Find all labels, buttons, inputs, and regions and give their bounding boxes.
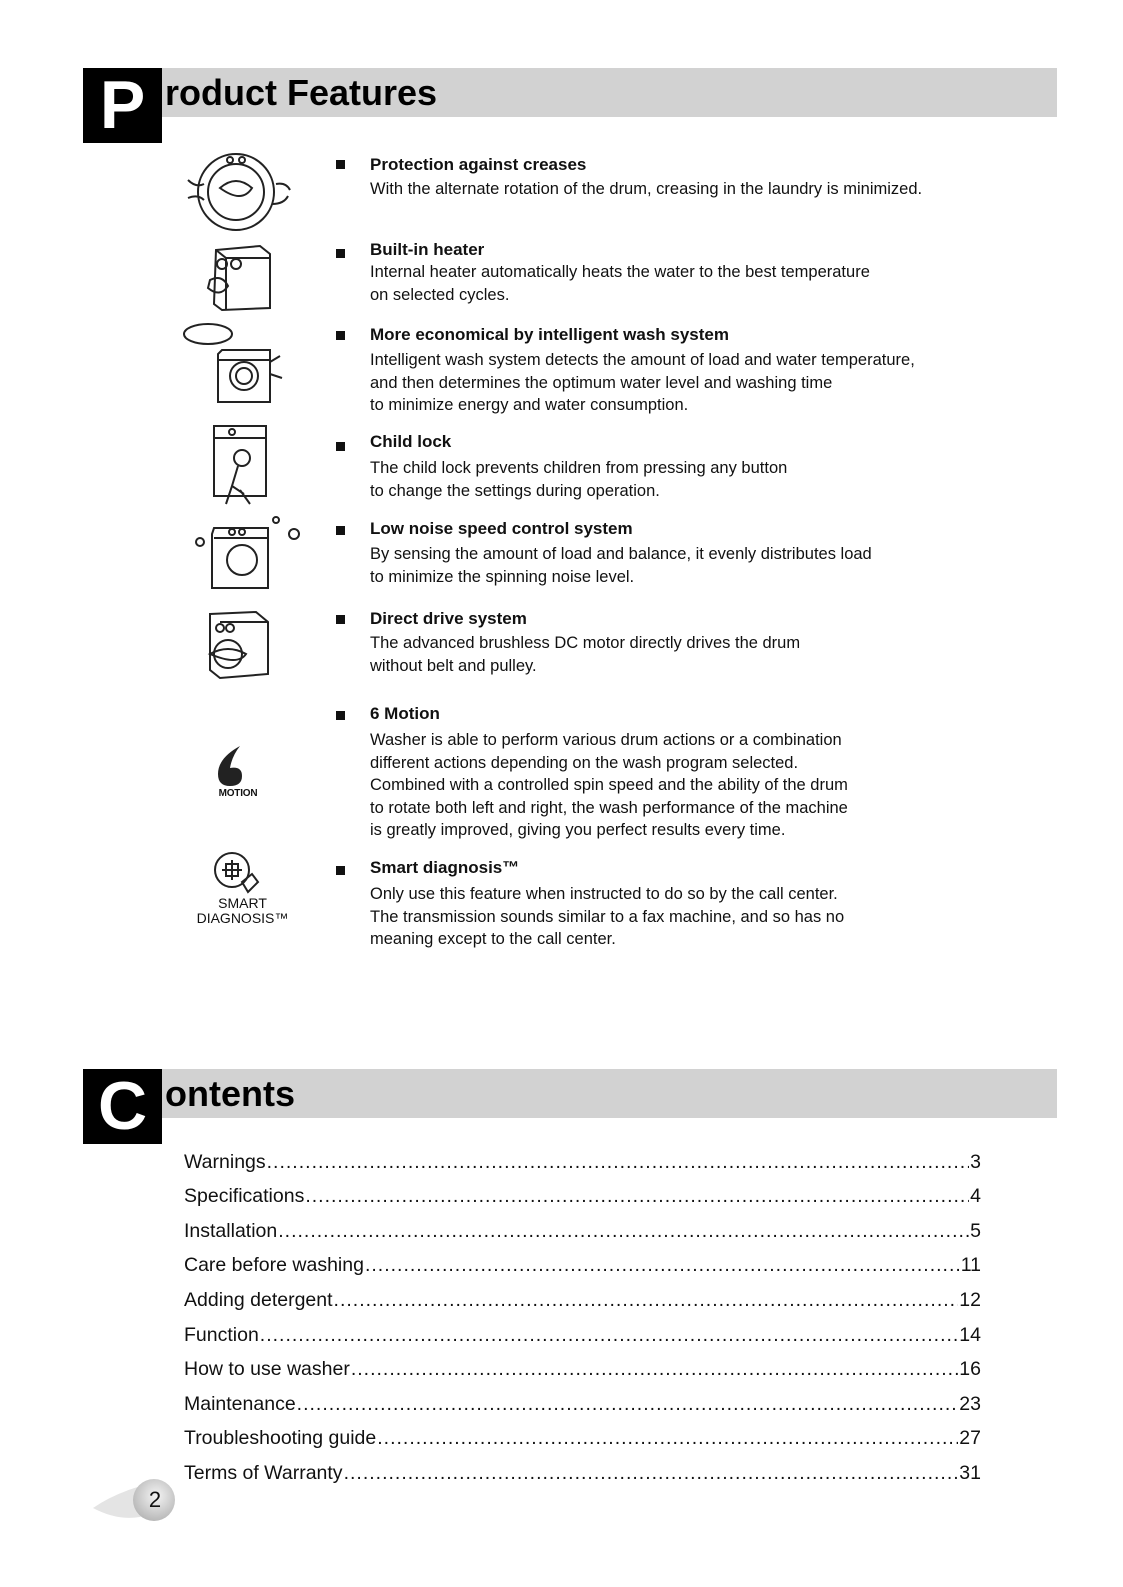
- toc-page: 3: [970, 1150, 981, 1173]
- motion-logo-text: MOTION: [218, 788, 258, 799]
- toc-page: 5: [970, 1219, 981, 1242]
- contents-header: [83, 1069, 1057, 1144]
- bullet-icon: [336, 160, 345, 169]
- toc-page: 12: [959, 1288, 981, 1311]
- toc-label: Adding detergent: [184, 1288, 333, 1311]
- feature-description: The child lock prevents children from pressing any button to change the settings during operation.: [370, 459, 788, 500]
- toc-page: 27: [959, 1427, 981, 1450]
- page-number-badge: [91, 1478, 177, 1526]
- smart-diagnosis-logo-icon: [180, 850, 295, 930]
- header-initial: P: [83, 68, 162, 143]
- bullet-icon: [336, 442, 345, 451]
- feature-description: Internal heater automatically heats the water to the best temperature on selected cycles.: [370, 263, 870, 304]
- bullet-icon: [336, 615, 345, 624]
- toc-page: 31: [959, 1461, 981, 1484]
- toc-entry[interactable]: [184, 1278, 981, 1313]
- toc-entry[interactable]: [184, 1175, 981, 1210]
- bullet-icon: [336, 331, 345, 340]
- toc-label: Function: [184, 1323, 259, 1346]
- toc-leader: [278, 1218, 969, 1244]
- toc-leader: [344, 1460, 959, 1486]
- header-title: roduct Features: [165, 72, 438, 113]
- child-lock-icon: [180, 420, 295, 520]
- feature-title: Child lock: [370, 432, 452, 451]
- feature-description: Washer is able to perform various drum actions or a combination different actions depending on the wash program selected. Combined with a controlled spin speed and the ability of the drum to rotate both left and right, the wash performance of the machine is greatly improved, giving you perfect results every time.: [370, 731, 848, 839]
- product-features-header: [83, 68, 1057, 143]
- toc-leader: [297, 1391, 959, 1417]
- toc-leader: [351, 1356, 958, 1382]
- smart-logo-line1: SMART: [218, 895, 267, 911]
- toc-label: Care before washing: [184, 1254, 364, 1277]
- bullet-icon: [336, 249, 345, 258]
- feature-title: Smart diagnosis™: [370, 858, 520, 877]
- toc-leader: [365, 1252, 960, 1278]
- feature-description: Only use this feature when instructed to do so by the call center. The transmission sounds similar to a fax machine, and so has no meaning except to the call center.: [370, 885, 845, 948]
- header-initial: C: [83, 1069, 162, 1144]
- toc-leader: [267, 1149, 970, 1175]
- toc-page: 16: [959, 1358, 981, 1381]
- toc-label: Specifications: [184, 1185, 305, 1208]
- bullet-icon: [336, 711, 345, 720]
- feature-title: Built-in heater: [370, 240, 485, 259]
- feature-title: Protection against creases: [370, 155, 587, 174]
- toc-entry[interactable]: [184, 1209, 981, 1244]
- toc-leader: [305, 1183, 969, 1209]
- feature-title: 6 Motion: [370, 704, 440, 723]
- feature-description: The advanced brushless DC motor directly drives the drum without belt and pulley.: [370, 634, 801, 675]
- feature-description: With the alternate rotation of the drum, creasing in the laundry is minimized.: [370, 180, 923, 198]
- toc-label: Maintenance: [184, 1392, 296, 1415]
- toc-label: Warnings: [184, 1150, 266, 1173]
- intelligent-washer-icon: [180, 322, 295, 422]
- feature-description: Intelligent wash system detects the amount of load and water temperature, and then determines the optimum water level and washing time to minimize energy and water consumption.: [370, 351, 915, 414]
- toc-page: 23: [959, 1392, 981, 1415]
- toc-label: How to use washer: [184, 1358, 350, 1381]
- toc-leader: [334, 1287, 959, 1313]
- toc-entry[interactable]: [184, 1451, 981, 1486]
- toc-label: Terms of Warranty: [184, 1461, 343, 1484]
- toc-page: 11: [960, 1254, 981, 1277]
- toc-leader: [260, 1322, 959, 1348]
- toc-page: 4: [970, 1185, 981, 1208]
- toc-entry[interactable]: [184, 1140, 981, 1175]
- feature-title: Low noise speed control system: [370, 519, 633, 538]
- toc-entry[interactable]: [184, 1313, 981, 1348]
- six-motion-logo-icon: [180, 742, 295, 802]
- toc-leader: [377, 1425, 958, 1451]
- toc-entry[interactable]: [184, 1348, 981, 1383]
- toc-entry[interactable]: [184, 1417, 981, 1452]
- table-of-contents: [184, 1140, 981, 1486]
- bullet-icon: [336, 866, 345, 875]
- bullet-icon: [336, 526, 345, 535]
- feature-title: More economical by intelligent wash system: [370, 325, 729, 344]
- toc-page: 14: [959, 1323, 981, 1346]
- direct-drive-washer-icon: [180, 606, 295, 706]
- smart-logo-line2: DIAGNOSIS™: [196, 910, 289, 926]
- toc-label: Installation: [184, 1219, 278, 1242]
- drum-washer-icon: [180, 148, 295, 248]
- toc-entry[interactable]: [184, 1382, 981, 1417]
- header-title: ontents: [165, 1073, 295, 1114]
- toc-entry[interactable]: [184, 1244, 981, 1279]
- feature-title: Direct drive system: [370, 609, 527, 628]
- feature-description: By sensing the amount of load and balance, it evenly distributes load to minimize the spinning noise level.: [370, 545, 872, 586]
- toc-label: Troubleshooting guide: [184, 1427, 377, 1450]
- page-number: 2: [148, 1487, 162, 1512]
- low-noise-washer-icon: [180, 514, 295, 614]
